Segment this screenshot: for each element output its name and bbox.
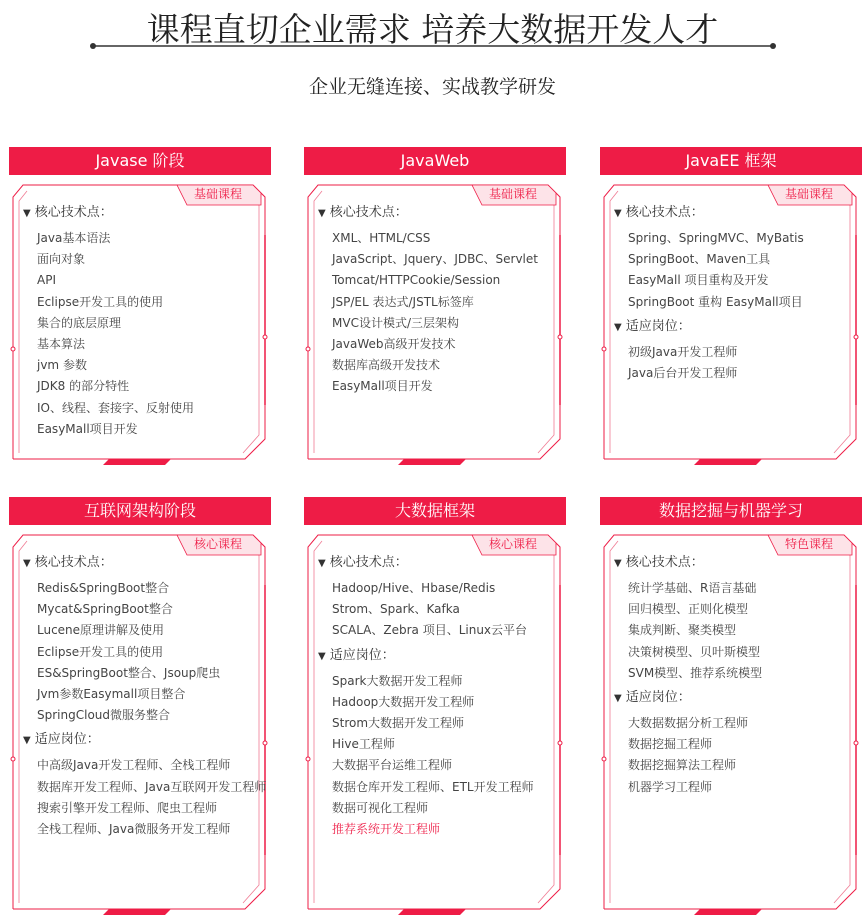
list-item: 回归模型、正则化模型 [628, 602, 749, 617]
list-item: Hadoop大数据开发工程师 [332, 694, 475, 709]
course-type-badge: 基础课程 [488, 187, 537, 201]
list-item: SCALA、Zebra 项目、Linux云平台 [332, 623, 528, 638]
list-item: 数据库高级开发技术 [332, 358, 441, 373]
course-card-title: Javase 阶段 [9, 147, 271, 175]
course-card-body [9, 525, 271, 915]
list-item: Strom大数据开发工程师 [332, 716, 465, 731]
list-item: XML、HTML/CSS [332, 231, 431, 245]
list-item: 初级Java开发工程师 [628, 344, 738, 359]
list-item: Spark大数据开发工程师 [332, 673, 463, 688]
list-item: Hive工程师 [332, 737, 395, 752]
list-item: 全栈工程师、Java微服务开发工程师 [37, 822, 231, 837]
list-item: JavaWeb高级开发技术 [332, 337, 456, 352]
section-heading [318, 555, 534, 572]
course-card-body [304, 525, 566, 915]
list-item: Mycat&SpringBoot整合 [37, 602, 173, 617]
course-card-content [23, 555, 266, 840]
list-item: 统计学基础、R语言基础 [628, 581, 757, 595]
list-item: jvm 参数 [37, 358, 87, 373]
list-item: 推荐系统开发工程师 [332, 822, 441, 837]
course-card-title: JavaEE 框架 [600, 147, 862, 175]
list-item: 大数据平台运维工程师 [332, 758, 453, 773]
course-type-badge: 特色课程 [784, 537, 833, 551]
list-item: 数据可视化工程师 [332, 800, 429, 815]
section-heading [318, 205, 538, 222]
list-item: ES&SpringBoot整合、Jsoup爬虫 [37, 665, 221, 680]
list-item: Spring、SpringMVC、MyBatis [628, 231, 804, 245]
triangle-down-icon: ▼ [23, 208, 31, 219]
triangle-down-icon: ▼ [614, 321, 622, 333]
course-card-title: 数据挖掘与机器学习 [600, 497, 862, 525]
triangle-down-icon: ▼ [614, 693, 622, 705]
list-item: EasyMall 项目重构及开发 [628, 273, 769, 288]
course-type-badge: 核心课程 [193, 537, 242, 551]
list-item: SVM模型、推荐系统模型 [628, 665, 763, 680]
section-label: 核心技术点： [34, 555, 113, 570]
course-card-title: 互联网架构阶段 [9, 497, 271, 525]
list-item: IO、线程、套接字、反射使用 [37, 400, 194, 415]
list-item: 数据仓库开发工程师、ETL开发工程师 [332, 779, 534, 794]
course-type-badge: 核心课程 [488, 537, 537, 551]
title-divider-graphic [90, 40, 776, 54]
course-card-internet-arch [9, 497, 271, 915]
list-item: Eclipse开发工具的使用 [37, 294, 164, 309]
list-item: Lucene原理讲解及使用 [37, 623, 165, 638]
page-subtitle: 企业无缝连接、实战教学研发 [308, 76, 556, 98]
triangle-down-icon: ▼ [23, 558, 31, 569]
list-item: 基本算法 [37, 337, 86, 352]
list-item: MVC设计模式/三层架构 [332, 315, 459, 330]
list-item: EasyMall项目开发 [37, 421, 138, 436]
list-item: Hadoop/Hive、Hbase/Redis [332, 581, 496, 595]
course-card-body [9, 175, 271, 465]
list-item: 面向对象 [37, 252, 86, 267]
list-item: 数据挖掘工程师 [628, 737, 713, 752]
section-label: 核心技术点： [329, 205, 408, 220]
list-item: 数据挖掘算法工程师 [628, 758, 737, 773]
course-card-body [600, 525, 862, 915]
list-item: 集成判断、聚类模型 [628, 623, 737, 638]
section-heading [23, 205, 194, 222]
course-card-javaee [600, 147, 862, 465]
course-card-title: JavaWeb [304, 147, 566, 175]
section-heading [23, 732, 266, 749]
course-card-content [318, 555, 534, 840]
triangle-down-icon: ▼ [614, 558, 622, 569]
list-item: Java后台开发工程师 [628, 366, 738, 381]
list-item: JSP/EL 表达式/JSTL标签库 [332, 294, 474, 309]
section-label: 核心技术点： [34, 205, 113, 220]
section-label: 核心技术点： [625, 555, 704, 570]
section-heading [318, 648, 534, 665]
course-card-body [304, 175, 566, 465]
list-item: 中高级Java开发工程师、全栈工程师 [37, 758, 231, 773]
course-card-content [23, 205, 194, 440]
list-item: JDK8 的部分特性 [37, 379, 130, 394]
section-heading [23, 555, 266, 572]
section-label: 核心技术点： [625, 205, 704, 220]
triangle-down-icon: ▼ [318, 208, 326, 219]
list-item: 集合的底层原理 [37, 315, 122, 330]
course-type-badge: 基础课程 [193, 187, 242, 201]
course-card-bigdata [304, 497, 566, 915]
section-label: 适应岗位： [329, 647, 395, 663]
list-item: 数据库开发工程师、Java互联网开发工程师 [37, 779, 267, 794]
triangle-down-icon: ▼ [318, 650, 326, 662]
course-type-badge: 基础课程 [784, 187, 833, 201]
list-item: Redis&SpringBoot整合 [37, 581, 170, 595]
triangle-down-icon: ▼ [614, 208, 622, 219]
list-item: 搜索引擎开发工程师、爬虫工程师 [37, 800, 218, 815]
section-heading [614, 555, 762, 572]
course-card-content [318, 205, 538, 398]
list-item: SpringBoot、Maven工具 [628, 252, 771, 267]
section-heading [614, 205, 804, 222]
list-item: SpringCloud微服务整合 [37, 708, 171, 723]
list-item: JavaScript、Jquery、JDBC、Servlet [332, 252, 538, 267]
list-item: SpringBoot 重构 EasyMall项目 [628, 294, 803, 309]
list-item: Tomcat/HTTPCookie/Session [332, 273, 501, 288]
list-item: Java基本语法 [37, 231, 111, 245]
page-title: 课程直切企业需求 培养大数据开发人才 [146, 10, 719, 49]
triangle-down-icon: ▼ [318, 558, 326, 569]
list-item: Jvm参数Easymall项目整合 [37, 687, 186, 702]
section-label: 适应岗位： [34, 732, 100, 748]
list-item: 大数据数据分析工程师 [628, 716, 749, 731]
course-card-javase [9, 147, 271, 465]
list-item: 机器学习工程师 [628, 779, 713, 794]
list-item: 决策树模型、贝叶斯模型 [628, 644, 761, 659]
course-card-content [614, 205, 804, 384]
list-item: Eclipse开发工具的使用 [37, 644, 164, 659]
course-card-body [600, 175, 862, 465]
list-item: API [37, 273, 56, 288]
section-label: 核心技术点： [329, 555, 408, 570]
list-item: EasyMall项目开发 [332, 379, 433, 394]
course-card-content [614, 555, 762, 798]
course-card-datamining [600, 497, 862, 915]
section-heading [614, 319, 804, 336]
section-label: 适应岗位： [625, 318, 691, 334]
list-item: Strom、Spark、Kafka [332, 602, 460, 617]
section-label: 适应岗位： [625, 690, 691, 706]
course-card-javaweb [304, 147, 566, 465]
triangle-down-icon: ▼ [23, 735, 31, 747]
course-card-title: 大数据框架 [304, 497, 566, 525]
section-heading [614, 690, 762, 707]
title-divider [90, 46, 776, 48]
